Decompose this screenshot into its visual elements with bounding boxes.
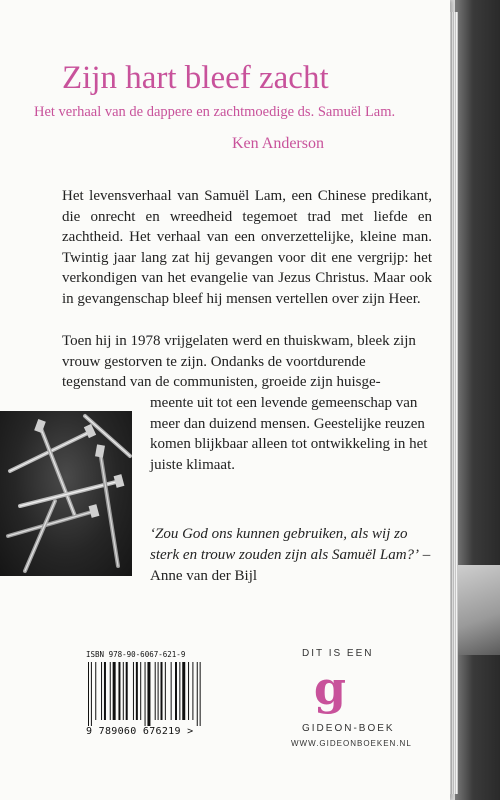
barcode-bar (110, 662, 111, 720)
publisher-url: WWW.GIDEONBOEKEN.NL (291, 739, 412, 748)
nails-illustration (0, 411, 132, 576)
barcode-bar (165, 662, 166, 720)
barcode-bar (182, 662, 185, 720)
barcode-bar (147, 662, 150, 726)
barcode-bar (188, 662, 189, 720)
barcode-bar (145, 662, 146, 726)
svg-text:g: g (313, 666, 347, 715)
barcode-bar (161, 662, 163, 720)
barcode-bars (86, 662, 208, 726)
nails-photo (0, 411, 132, 576)
blurb-paragraph-2: Toen hij in 1978 vrijgelaten werd en thuiskwam, bleek zijn vrouw gestorven te zijn. Ondanks de voortdurende tegenstand van de communisten, groeide zijn huisge- (62, 333, 416, 391)
barcode-bar (133, 662, 134, 720)
isbn-label: ISBN 978-90-6067-621-9 (86, 650, 186, 659)
barcode-bar (200, 662, 201, 726)
barcode-bar (126, 662, 128, 720)
barcode-bar (101, 662, 102, 720)
barcode-bar (113, 662, 116, 720)
barcode-bar (95, 662, 96, 720)
barcode-bar (104, 662, 106, 720)
book-author: Ken Anderson (232, 135, 324, 152)
blurb-paragraph-1: Het levensverhaal van Samuël Lam, een Chinese predikant, die onrecht en wreedheid tegemoet trad met liefde en zachtheid. Het verhaal van een onverzettelijke, kleine man. Twintig jaar lang zat hij gevangen voor dit ene vergrijp: het verkondigen van het evangelie van Jezus Christus. Maar ook in gevangenschap bleef hij mensen vertellen over zijn Heer. (62, 188, 432, 307)
publisher-name: GIDEON-BOEK (302, 723, 395, 734)
barcode-bar (123, 662, 124, 720)
quote-attribution: – Anne van der Bijl (150, 547, 431, 584)
quote-text: ‘Zou God ons kunnen gebruiken, als wij zo sterk en trouw zouden zijn als Samuël Lam?’ (150, 526, 420, 563)
book-title: Zijn hart bleef zacht (62, 60, 329, 96)
barcode-bar (91, 662, 92, 726)
isbn-barcode (86, 650, 208, 742)
barcode-bar (140, 662, 141, 720)
gideon-logo-icon (310, 666, 350, 720)
series-label: DIT IS EEN (302, 648, 374, 659)
barcode-digits: 9 789060 676219 > (86, 726, 194, 737)
barcode-bar (136, 662, 138, 720)
barcode-bar (88, 662, 89, 726)
barcode-bar (179, 662, 180, 720)
blurb-paragraph-3: meente uit tot een levende gemeenschap van meer dan duizend mensen. Geestelijke reuzen komen blijkbaar alleen tot ontwikkeling in het juiste klimaat. (150, 395, 428, 473)
barcode-bar (175, 662, 177, 720)
barcode-bar (171, 662, 172, 720)
barcode-bar (118, 662, 120, 720)
barcode-bar (192, 662, 193, 720)
barcode-bar (155, 662, 156, 720)
barcode-bar (197, 662, 198, 726)
endorsement-quote (150, 524, 440, 587)
book-spine (455, 0, 500, 800)
book-subtitle: Het verhaal van de dappere en zachtmoedige ds. Samuël Lam. (34, 104, 396, 120)
barcode-bar (158, 662, 159, 720)
spine-highlight (455, 565, 500, 655)
